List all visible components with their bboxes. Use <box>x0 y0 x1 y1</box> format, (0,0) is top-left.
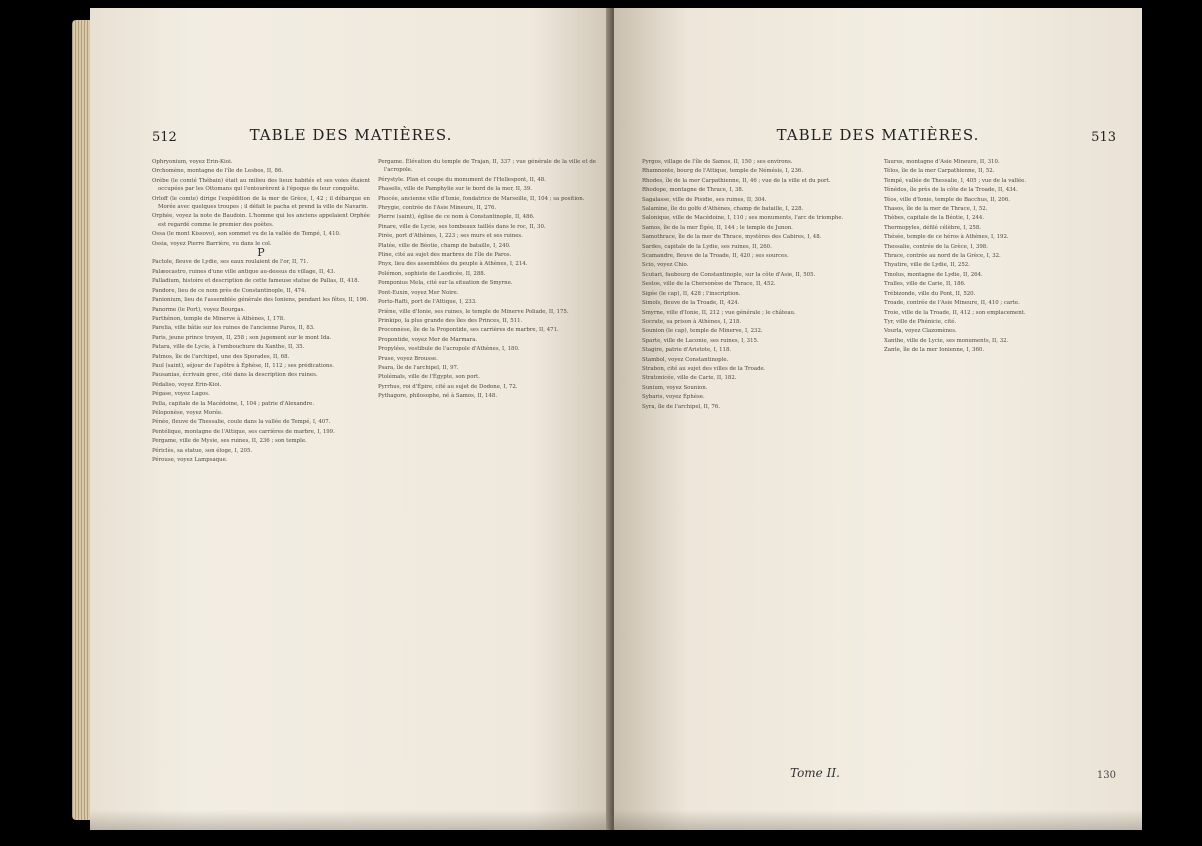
index-entry: Simoïs, fleuve de la Troade, II, 424. <box>642 300 740 307</box>
index-entry: Sparte, ville de Laconie, ses ruines, I, 315. <box>642 337 759 344</box>
index-entry: Porto-Rafti, port de l'Attique, I, 233. <box>378 299 477 306</box>
index-entry: Orphée, voyez la note de Baudoin. L'homme qui les anciens appelaient Orphée est regardé comme le premier des poètes. <box>152 213 370 228</box>
index-entry: Thésée, temple de ce héros à Athènes, I, 192. <box>884 234 1009 241</box>
left-page-number: 512 <box>152 130 177 145</box>
index-entry: Sybaris, voyez Éphèse. <box>642 394 705 401</box>
right-page <box>614 8 1142 830</box>
index-entry: Panionium, lieu de l'assemblée générale des Ioniens, pendant les fêtes, II, 196. <box>152 297 369 304</box>
index-entry: Pergame. Élévation du temple de Trajan, II, 337 ; vue générale de la ville et de l'acropole. <box>378 159 596 174</box>
index-entry: Patara, ville de Lycie, à l'embouchure du Xanthe, II, 35. <box>152 344 305 351</box>
right-column-2 <box>884 158 1116 728</box>
index-entry: Ossa (le mont Kissovo), son sommet vu de la vallée de Tempé, I, 410. <box>152 231 341 238</box>
index-entry: Pédaliso, voyez Erin-Kioi. <box>152 381 222 388</box>
index-entry: Thyatire, ville de Lydie, II, 252. <box>884 262 970 269</box>
index-entry: Pergame, ville de Mysie, ses ruines, II, 236 ; son temple. <box>152 438 307 445</box>
index-entry: Salamine, île du golfe d'Athènes, champ de bataille, I, 228. <box>642 206 804 213</box>
index-entry: Pierre (saint), église de ce nom à Constantinople, II, 486. <box>378 214 535 221</box>
index-entry: Sounion (le cap), temple de Minerve, I, 232. <box>642 328 763 335</box>
index-entry: Pyrgos, village de l'île de Samos, II, 150 ; ses environs. <box>642 159 793 165</box>
index-entry: Stratonicée, ville de Carie, II, 182. <box>642 375 737 382</box>
index-entry: Parthénon, temple de Minerve à Athènes, I, 178. <box>152 315 285 322</box>
index-entry: Pnyx, lieu des assemblées du peuple à Athènes, I, 214. <box>378 261 528 268</box>
index-entry: Panorme (le Port), voyez Bourgas. <box>152 306 246 313</box>
index-entry: Orèbe (le comté Thébain) était au milieu des lieux habités et ses voies étaient occupées par les Ottomans qui l'entourèrent à l'époque de leur conquête. <box>152 177 370 193</box>
left-running-head <box>90 126 612 148</box>
signature-mark: 130 <box>1096 770 1116 781</box>
index-entry: Rhodope, montagne de Thrace, I, 38. <box>642 187 744 194</box>
index-entry: Pline, cité au sujet des marbres de l'île de Paros. <box>378 252 512 259</box>
index-entry: Zante, île de la mer Ionienne, I, 360. <box>884 347 985 354</box>
right-running-head <box>614 126 1142 148</box>
index-entry: Paris, jeune prince troyen, II, 258 ; son jugement sur le mont Ida. <box>152 334 332 341</box>
index-entry: Pythagore, philosophe, né à Samos, II, 148. <box>378 393 498 400</box>
left-column-1 <box>152 158 370 764</box>
index-entry: Pruse, voyez Brousse. <box>378 355 438 362</box>
index-entry: Scutari, faubourg de Constantinople, sur la côte d'Asie, II, 505. <box>642 271 816 278</box>
index-entry: Sunium, voyez Sounion. <box>642 384 708 391</box>
index-entry: Pandore, lieu de ce nom près de Constantinople, II, 474. <box>152 287 307 294</box>
index-entry: Phocée, ancienne ville d'Ionie, fondatrice de Marseille, II, 104 ; sa position. <box>378 195 585 202</box>
index-entry: Pausanias, écrivain grec, cité dans la description des ruines. <box>152 372 318 379</box>
index-entry: Pirée, port d'Athènes, I, 223 ; ses murs et ses ruines. <box>378 233 523 240</box>
right-running-title: TABLE DES MATIÈRES. <box>776 126 980 144</box>
index-entry: Socrate, sa prison à Athènes, I, 218. <box>642 318 742 325</box>
index-entry: Paul (saint), séjour de l'apôtre à Éphèse, II, 112 ; ses prédications. <box>152 362 334 369</box>
index-entry: Sestos, ville de la Chersonèse de Thrace, II, 452. <box>642 281 776 288</box>
index-entry: Trébizonde, ville du Pont, II, 520. <box>884 290 976 297</box>
volume-label: Tome II. <box>790 766 840 780</box>
index-entry: Scamandre, fleuve de la Troade, II, 420 ; ses sources. <box>642 253 789 260</box>
index-entry: Polémon, sophiste de Laodicée, II, 288. <box>378 270 486 277</box>
index-entry: Xanthe, ville de Lycie, ses monuments, II, 32. <box>884 337 1009 344</box>
index-entry: Pomponius Mela, cité sur la situation de Smyrne. <box>378 280 513 287</box>
index-entry: Pégase, voyez Lagos. <box>152 391 210 398</box>
index-entry: Parelia, ville bâtie sur les ruines de l'ancienne Paros, II, 83. <box>152 325 315 332</box>
index-entry: Thasos, île de la mer de Thrace, I, 52. <box>884 206 988 213</box>
section-letter: P <box>257 246 265 260</box>
index-entry: Sardes, capitale de la Lydie, ses ruines, II, 260. <box>642 243 772 250</box>
left-column-2 <box>378 158 596 758</box>
index-entry: Stambol, voyez Constantinople. <box>642 356 729 363</box>
index-entry: Samos, île de la mer Égée, II, 144 ; le temple de Junon. <box>642 224 793 231</box>
index-entry: Psara, île de l'archipel, II, 97. <box>378 364 459 371</box>
index-entry: Vourla, voyez Clazomènes. <box>884 328 957 335</box>
index-entry: Troade, contrée de l'Asie Mineure, II, 410 ; carte. <box>884 300 1020 307</box>
index-entry: Pinare, ville de Lycie, ses tombeaux taillés dans le roc, II, 30. <box>378 223 546 230</box>
index-entry: Priène, ville d'Ionie, ses ruines, le temple de Minerve Poliade, II, 175. <box>378 308 569 315</box>
index-entry: Tyr, ville de Phénicie, cité. <box>884 318 957 325</box>
index-entry: Propylées, vestibule de l'acropole d'Athènes, I, 180. <box>378 346 520 353</box>
index-entry: Orchomène, montagne de l'île de Lesbos, II, 86. <box>152 168 284 175</box>
index-entry: Ptolémaïs, ville de l'Égypte, son port. <box>378 374 480 381</box>
index-entry: Tmolus, montagne de Lydie, II, 264. <box>884 271 983 278</box>
index-entry: Samothrace, île de la mer de Thrace, mystères des Cabires, I, 48. <box>642 234 822 241</box>
index-entry: Téos, ville d'Ionie, temple de Bacchus, II, 206. <box>884 196 1010 203</box>
index-entry: Ossia, voyez Pierre Barrière, vu dans le col. <box>152 240 272 247</box>
index-entry: Phaselis, ville de Pamphylie sur le bord de la mer, II, 39. <box>378 186 532 193</box>
index-entry: Rhamnonte, bourg de l'Attique, temple de Némésis, I, 236. <box>642 168 804 175</box>
index-entry: Thessalie, contrée de la Grèce, I, 398. <box>884 243 988 250</box>
right-column-1 <box>642 158 872 758</box>
index-entry: Tralles, ville de Carie, II, 186. <box>884 281 966 288</box>
index-entry: Thermopyles, défilé célèbre, I, 258. <box>884 224 981 231</box>
index-entry: Rhodes, île de la mer Carpathienne, II, 46 ; vue de la ville et du port. <box>642 177 831 184</box>
index-entry: Thèbes, capitale de la Béotie, I, 244. <box>884 215 984 222</box>
index-entry: Sigée (le cap), II, 428 ; l'inscription. <box>642 290 741 297</box>
index-entry: Platée, ville de Béotie, champ de bataille, I, 240. <box>378 242 511 249</box>
index-entry: Ténédos, île près de la côte de la Troade, II, 434. <box>884 187 1018 194</box>
index-entry: Palladium, histoire et description de cette fameuse statue de Pallas, II, 418. <box>152 278 360 285</box>
left-page-shadow <box>90 810 612 830</box>
index-entry: Sagalasse, ville de Pisidie, ses ruines, II, 304. <box>642 196 767 203</box>
index-entry: Pentélique, montagne de l'Attique, ses carrières de marbre, I, 199. <box>152 428 335 435</box>
book-page-edges <box>72 20 92 820</box>
index-entry: Pont-Euxin, voyez Mer Noire. <box>378 289 459 296</box>
index-entry: Pactole, fleuve de Lydie, ses eaux roulaient de l'or, II, 71. <box>152 259 309 266</box>
index-entry: Ophryonium, voyez Erin-Kioi. <box>152 159 233 165</box>
index-entry: Pérystyle. Plan et coupe du monument de l'Hellespont, II, 48. <box>378 176 546 183</box>
open-book <box>82 8 1152 830</box>
index-entry: Orloff (le comte) dirige l'expédition de la mer de Grèce, I, 42 ; il débarque en Morée avec quelques troupes ; il défait le pacha et prend la ville de Navarin. <box>152 195 370 211</box>
right-page-shadow <box>614 810 1142 830</box>
right-page-number: 513 <box>1091 130 1116 145</box>
index-entry: Télos, île de la mer Carpathienne, II, 52. <box>884 168 995 175</box>
index-entry: Strabon, cité au sujet des villes de la Troade. <box>642 365 766 372</box>
index-entry: Syra, île de l'archipel, II, 76. <box>642 403 720 410</box>
index-entry: Prinkipo, la plus grande des îles des Princes, II, 511. <box>378 317 523 324</box>
index-entry: Péloponèse, voyez Morée. <box>152 409 223 416</box>
index-entry: Pella, capitale de la Macédoine, I, 104 ; patrie d'Alexandre. <box>152 400 315 407</box>
index-entry: Périclès, sa statue, son éloge, I, 205. <box>152 447 253 454</box>
index-entry: Pérouse, voyez Lampsaque. <box>152 457 228 463</box>
index-entry: Smyrne, ville d'Ionie, II, 212 ; vue générale ; le château. <box>642 309 796 316</box>
index-entry: Scio, voyez Chio. <box>642 262 689 269</box>
left-running-title: TABLE DES MATIÈRES. <box>249 126 453 144</box>
index-entry: Tempé, vallée de Thessalie, I, 405 ; vue de la vallée. <box>884 177 1027 184</box>
index-entry: Pénée, fleuve de Thessalie, coule dans la vallée de Tempé, I, 407. <box>152 419 331 426</box>
index-entry: Salonique, ville de Macédoine, I, 110 ; ses monuments, l'arc de triomphe. <box>642 215 844 222</box>
index-entry: Stagire, patrie d'Aristote, I, 118. <box>642 347 732 354</box>
index-entry: Phrygie, contrée de l'Asie Mineure, II, 276. <box>378 205 497 212</box>
index-entry: Thrace, contrée au nord de la Grèce, I, 32. <box>884 253 1001 260</box>
index-entry: Palæocastro, ruines d'une ville antique au-dessus du village, II, 43. <box>152 268 336 275</box>
left-page <box>90 8 612 830</box>
index-entry: Troie, ville de la Troade, II, 412 ; son emplacement. <box>884 309 1026 316</box>
index-entry: Proconnèse, île de la Propontide, ses carrières de marbre, II, 471. <box>378 327 559 334</box>
index-entry: Propontide, voyez Mer de Marmara. <box>378 336 478 343</box>
index-entry: Patmos, île de l'archipel, une des Sporades, II, 68. <box>152 353 290 360</box>
index-entry: Pyrrhus, roi d'Épire, cité au sujet de Dodone, I, 72. <box>378 383 518 390</box>
index-entry: Taurus, montagne d'Asie Mineure, II, 310. <box>884 159 1000 165</box>
